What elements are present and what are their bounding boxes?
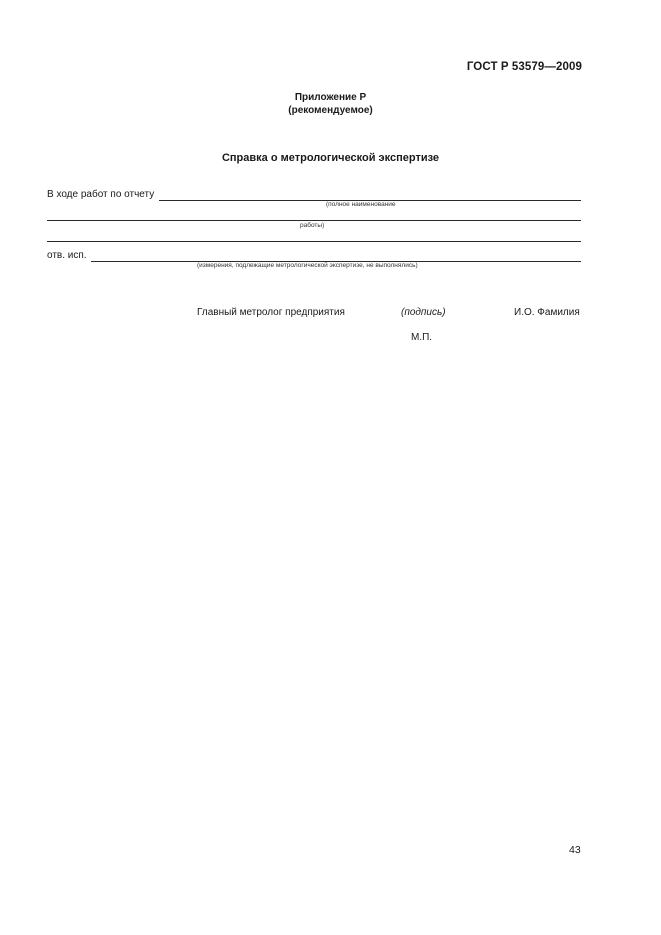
seal-place: М.П. xyxy=(411,332,433,343)
report-field-line-2[interactable] xyxy=(47,220,581,221)
appendix-status: (рекомендуемое) xyxy=(288,105,373,116)
appendix-heading xyxy=(0,91,661,117)
report-label: В ходе работ по отчету xyxy=(47,189,155,200)
responsible-label: отв. исп. xyxy=(47,250,87,261)
signature-placeholder: (подпись) xyxy=(401,307,446,318)
name-placeholder: И.О. Фамилия xyxy=(514,307,580,318)
appendix-title: Приложение Р xyxy=(294,92,367,103)
standard-code: ГОСТ Р 53579—2009 xyxy=(466,61,582,73)
page-number: 43 xyxy=(569,844,581,856)
report-field-line-3[interactable] xyxy=(47,241,581,242)
report-caption-line1: (полное наименование xyxy=(326,201,396,208)
document-title: Справка о метрологической экспертизе xyxy=(221,152,440,164)
signatory-position: Главный метролог предприятия xyxy=(197,307,345,318)
report-caption-line2: работы) xyxy=(300,222,325,229)
responsible-caption: (измерения, подлежащие метрологической экспертизе, не выполнялись) xyxy=(197,262,418,269)
